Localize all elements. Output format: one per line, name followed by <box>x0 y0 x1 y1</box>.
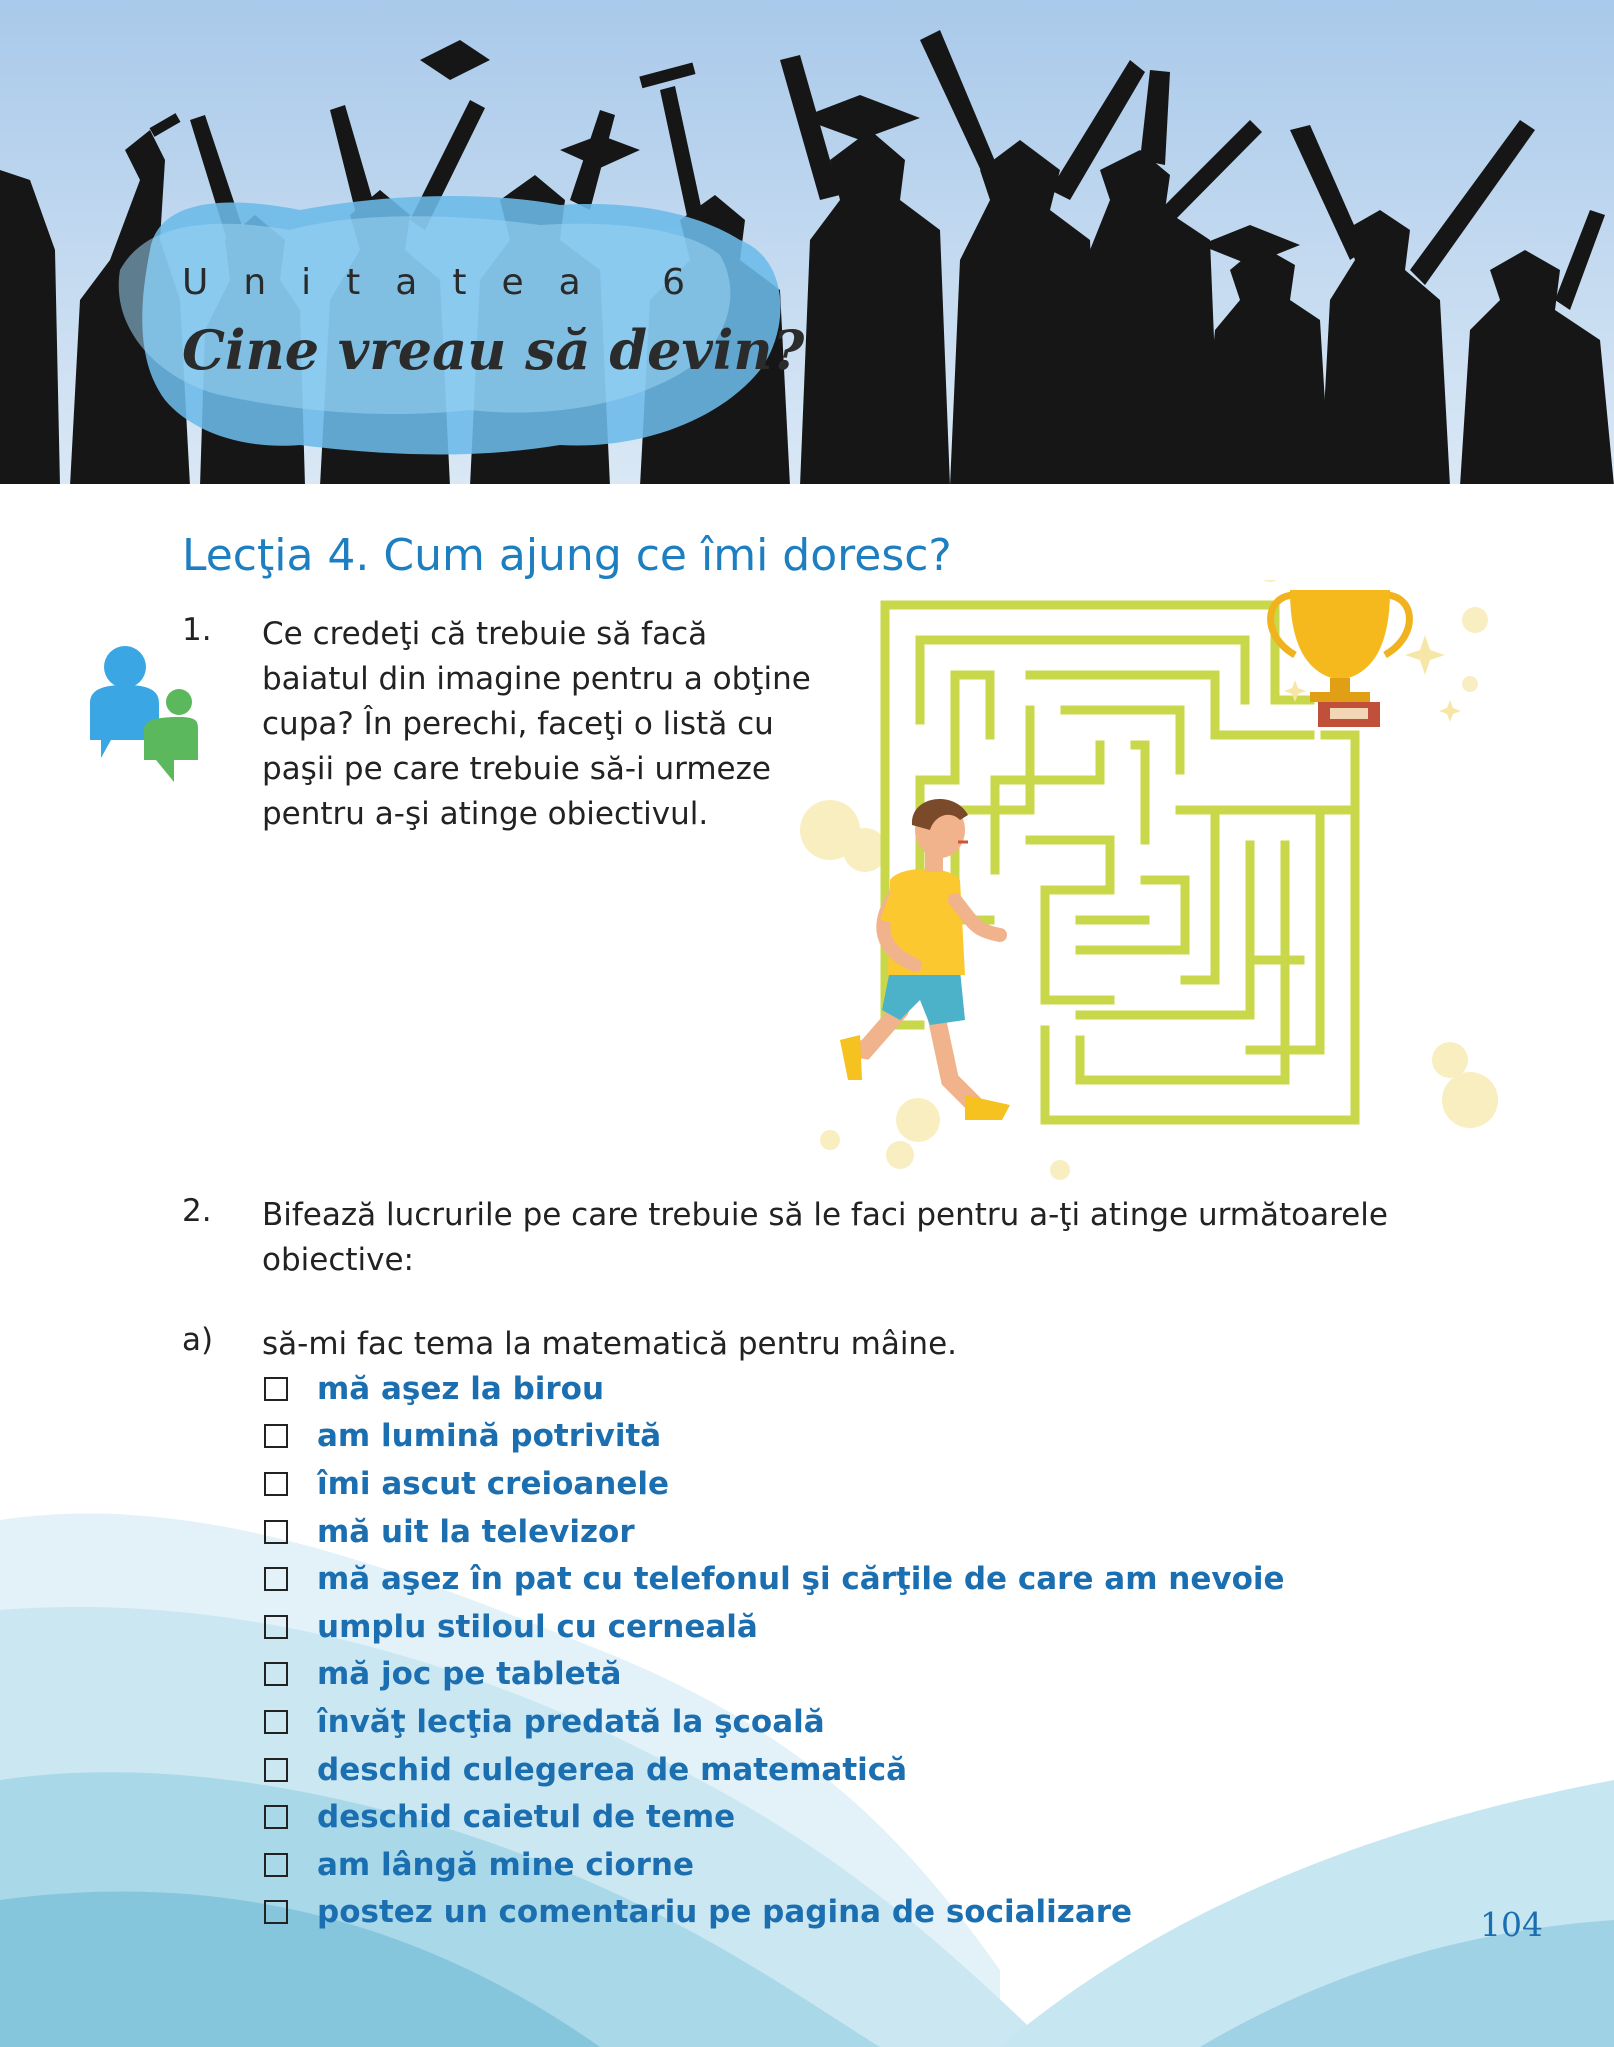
pair-work-icon <box>86 640 201 785</box>
checklist-item <box>264 1365 1285 1413</box>
checklist-item <box>264 1698 1285 1746</box>
checklist-item-label: am lângă mine ciorne <box>317 1846 695 1883</box>
checkbox[interactable] <box>264 1853 288 1877</box>
checklist-item-label: umplu stiloul cu cerneală <box>317 1608 758 1645</box>
part-a-text: să-mi fac tema la matematică pentru mâine. <box>262 1326 958 1362</box>
checklist-item <box>264 1889 1285 1937</box>
checklist-item-label: mă joc pe tabletă <box>317 1656 622 1693</box>
unit-title: Cine vreau să devin? <box>182 318 805 382</box>
lesson-title: Lecţia 4. Cum ajung ce îmi doresc? <box>182 530 952 581</box>
header-banner <box>0 0 1614 486</box>
maze-illustration <box>790 580 1530 1180</box>
unit-label: Unitatea 6 <box>182 262 721 303</box>
checklist-item <box>264 1555 1285 1603</box>
checklist-item-label: deschid culegerea de matematică <box>317 1751 908 1788</box>
question-1-number: 1. <box>182 612 212 648</box>
checklist-item <box>264 1603 1285 1651</box>
question-2-number: 2. <box>182 1193 212 1229</box>
checkbox[interactable] <box>264 1900 288 1924</box>
checklist-item-label: deschid caietul de teme <box>317 1799 736 1836</box>
question-2-text: Bifează lucrurile pe care trebuie să le faci pentru a-ţi atinge următoarele obiective: <box>262 1197 1388 1278</box>
checklist-item-label: îmi ascut creioanele <box>317 1465 670 1502</box>
checkbox[interactable] <box>264 1805 288 1829</box>
graduates-silhouette-image <box>0 0 1614 486</box>
checkbox[interactable] <box>264 1615 288 1639</box>
checkbox[interactable] <box>264 1710 288 1734</box>
checklist-item-label: am lumină potrivită <box>317 1418 662 1455</box>
page-number: 104 <box>1480 1905 1543 1944</box>
checklist-item-label: mă uit la televizor <box>317 1513 635 1550</box>
checkbox[interactable] <box>264 1377 288 1401</box>
checkbox[interactable] <box>264 1424 288 1448</box>
checklist-item-label: mă aşez în pat cu telefonul şi cărţile de care am nevoie <box>317 1561 1285 1598</box>
checklist-item <box>264 1841 1285 1889</box>
checklist-item <box>264 1413 1285 1461</box>
trophy-icon <box>1271 590 1461 727</box>
checklist-item <box>264 1508 1285 1556</box>
checklist-item-label: învăţ lecţia predată la şcoală <box>317 1703 825 1740</box>
checkbox[interactable] <box>264 1472 288 1496</box>
checkbox[interactable] <box>264 1758 288 1782</box>
question-1-text: Ce credeţi că trebuie să facă baiatul din imagine pentru a obţine cupa? În perechi, faceţi o listă cu paşii pe care trebuie să-i urmeze pentru a-şi atinge obiectivul. <box>262 616 811 832</box>
checkbox[interactable] <box>264 1520 288 1544</box>
checklist-item-label: mă aşez la birou <box>317 1370 605 1407</box>
part-a-label: a) <box>182 1322 214 1358</box>
checklist-item <box>264 1793 1285 1841</box>
checklist-item <box>264 1460 1285 1508</box>
checklist-item <box>264 1651 1285 1699</box>
checkbox[interactable] <box>264 1662 288 1686</box>
checklist-item-label: postez un comentariu pe pagina de socializare <box>317 1894 1133 1931</box>
checklist-item <box>264 1746 1285 1794</box>
checkbox[interactable] <box>264 1567 288 1591</box>
checklist <box>264 1365 1285 1936</box>
